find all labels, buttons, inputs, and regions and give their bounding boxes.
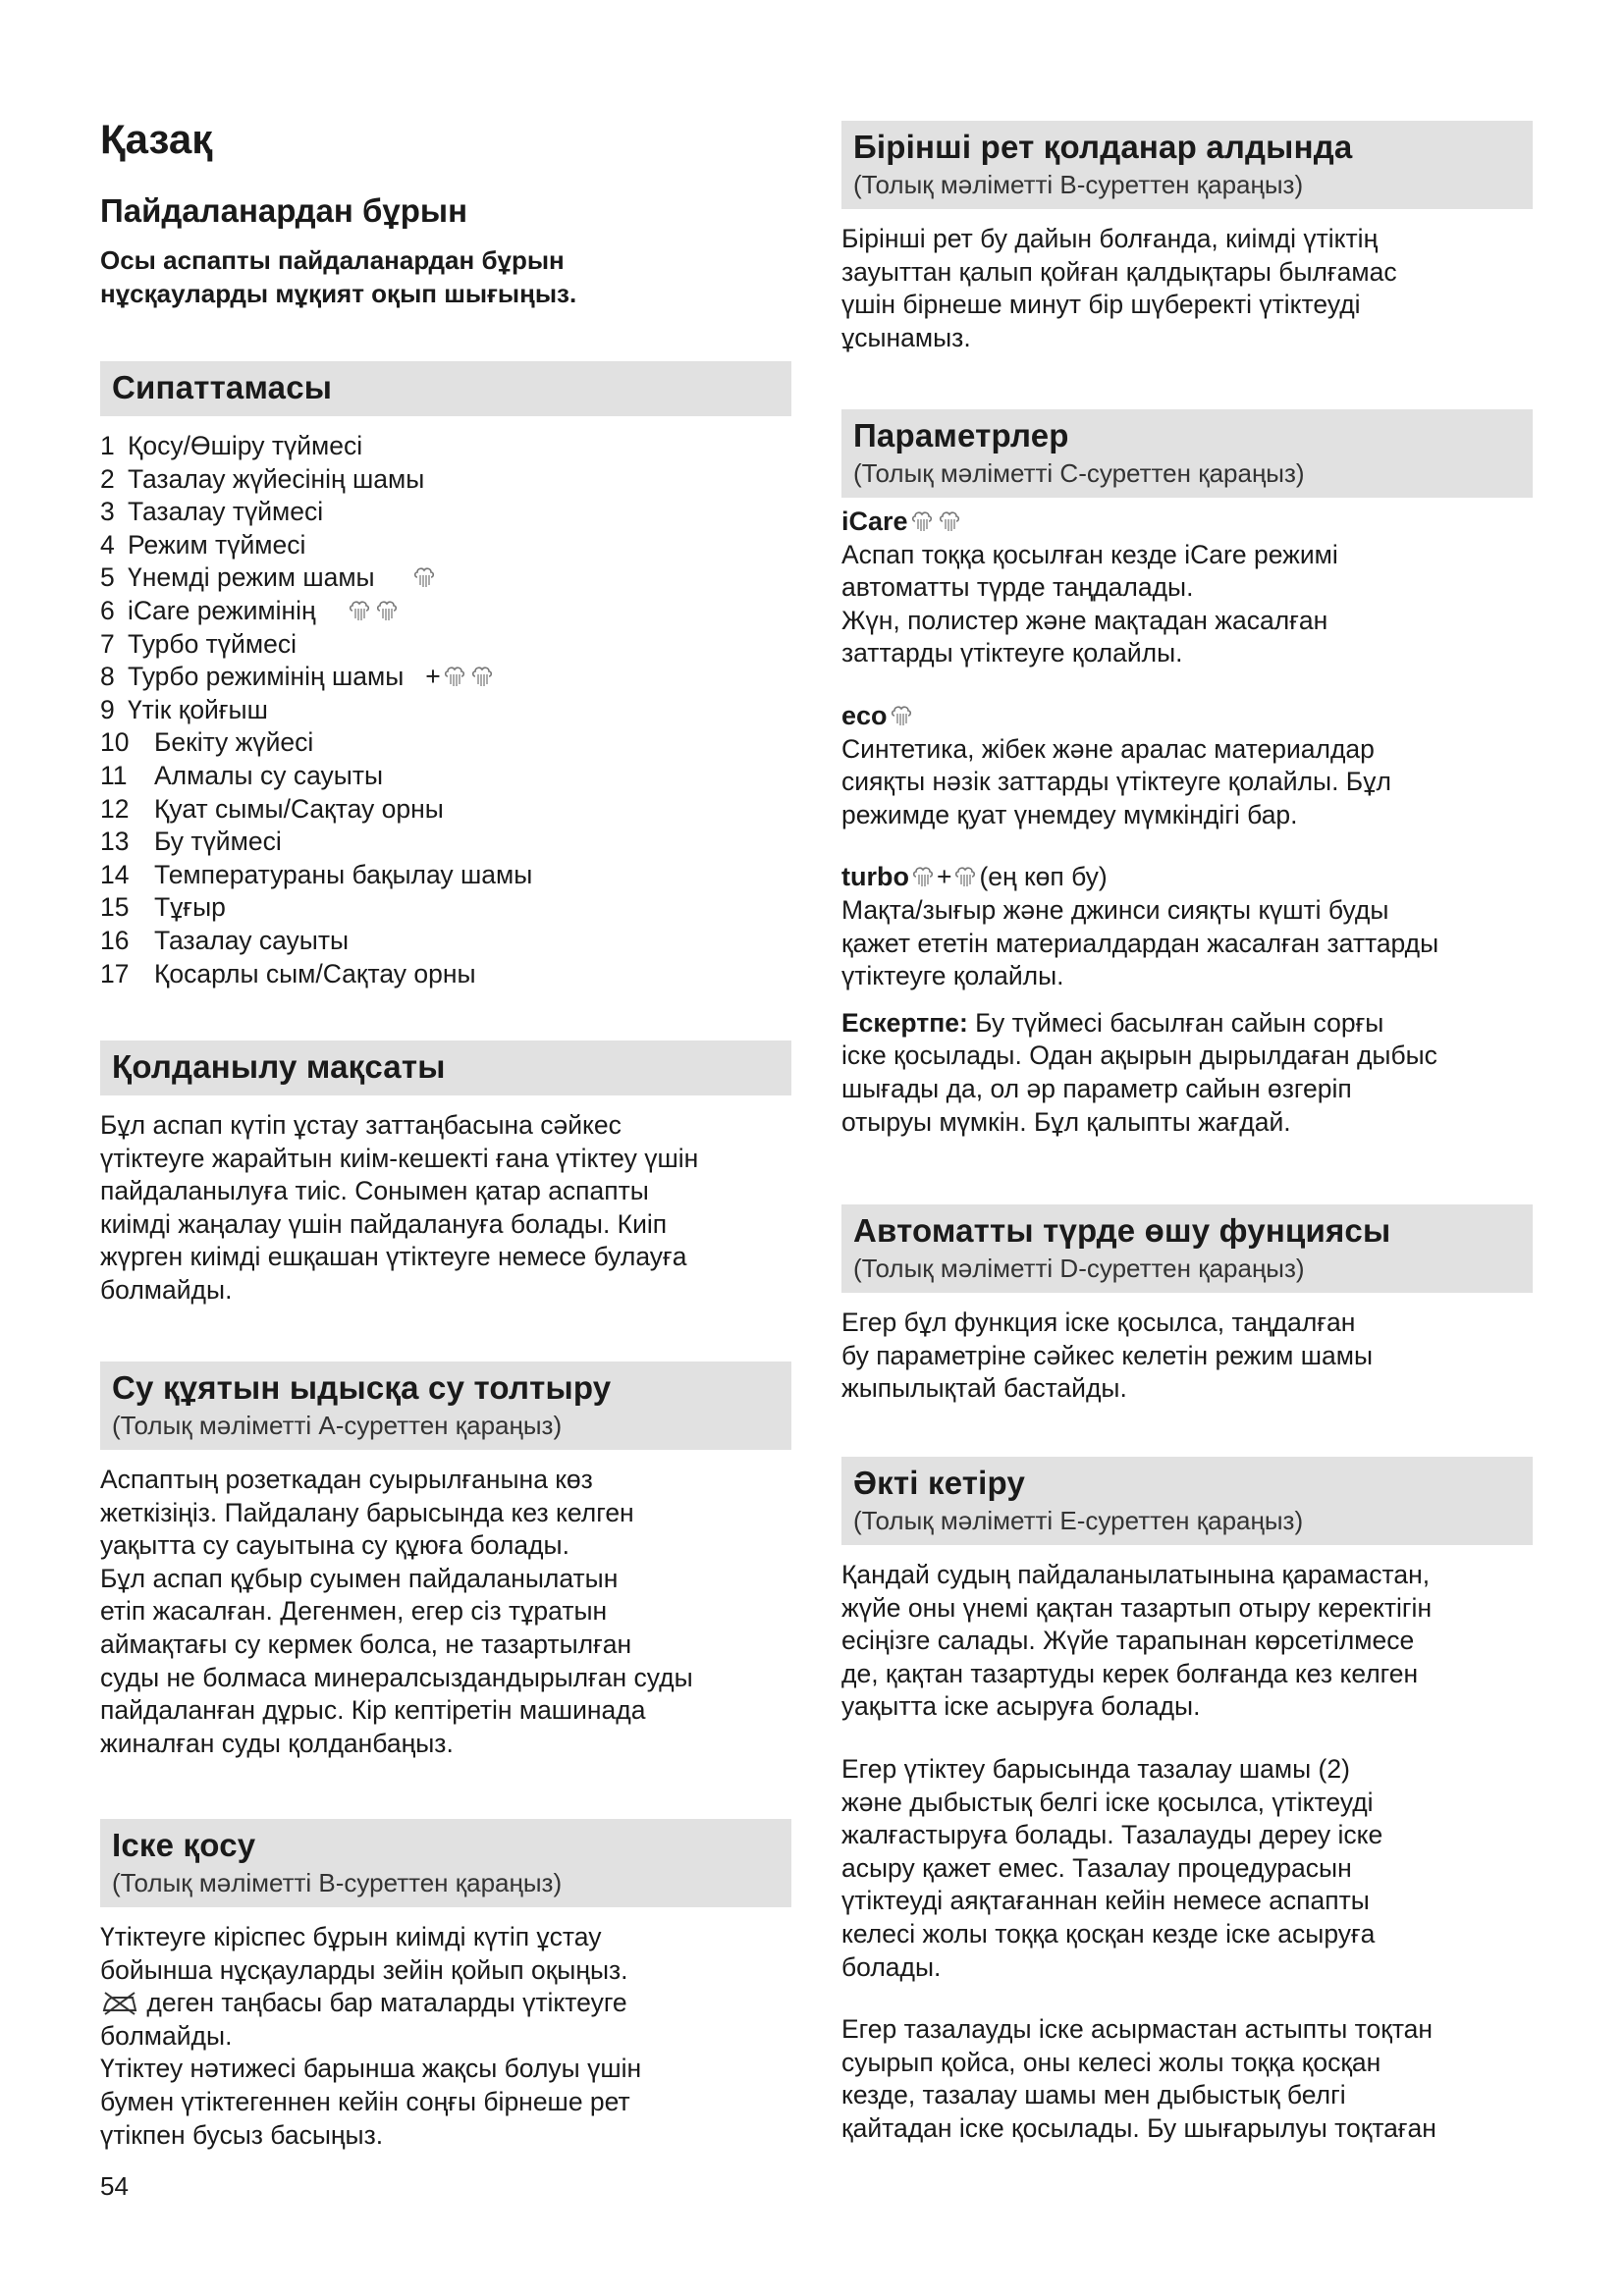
text-line: жүйе оны үнемі қақтан тазартып отыру керектігін [841, 1592, 1433, 1623]
text-line: Осы аспапты пайдаланардан бұрын [100, 245, 565, 275]
section-header [100, 361, 791, 416]
paragraph [100, 1109, 791, 1308]
text-line: Егер бұл функция іске қосылса, таңдалған [841, 1308, 1356, 1337]
section-header [100, 1362, 791, 1450]
section-header [841, 121, 1533, 209]
text-line: Синтетика, жібек және аралас материалдар [841, 733, 1375, 764]
item-number: 4 [100, 529, 115, 560]
item-number: 12 [100, 793, 130, 824]
item-number: 8 [100, 662, 115, 692]
text-line: нұсқауларды мұқият оқып шығыңыз. [100, 278, 577, 308]
list-item [100, 463, 791, 497]
text-line: отыруы мүмкін. Бұл қалыпты жағдай. [841, 1106, 1291, 1137]
section-title: Параметрлер [853, 417, 1069, 454]
warning-note [841, 1007, 1533, 1139]
section-reference: (Толық мәліметті E-суреттен қараңыз) [853, 1506, 1304, 1535]
text-line: бумен үтіктегеннен кейін соңғы бірнеше рет [100, 2086, 630, 2116]
list-item [100, 661, 791, 694]
list-item [100, 595, 791, 628]
list-item [100, 529, 791, 562]
list-item [100, 793, 791, 827]
text-line: киімді жаңалау үшін пайдалануға болады. Киіп [100, 1208, 668, 1239]
section-descale [841, 1457, 1533, 2146]
text-line: үтікпен бусыз басыңыз. [100, 2119, 384, 2150]
item-number: 6 [100, 595, 115, 625]
item-label: Тазалау жүйесінің шамы [128, 463, 425, 494]
text-line: Жүн, полистер және мақтадан жасалған [841, 605, 1328, 635]
list-item [100, 726, 791, 760]
item-label: Үтік қойғыш [128, 694, 268, 724]
steam-icon [444, 663, 465, 688]
plus-icon: + [936, 862, 952, 892]
section-header [100, 1041, 791, 1095]
steam-icon [376, 597, 398, 622]
steam-icon [349, 597, 370, 622]
language-title: Қазақ [100, 116, 213, 162]
icare-heading [841, 506, 1533, 539]
text-line: үтіктеуге жарайтын киім-кешекті ғана үтіктеу үшін [100, 1143, 699, 1173]
item-number: 17 [100, 958, 130, 988]
section-usage [100, 1041, 791, 1308]
item-number: 11 [100, 760, 128, 790]
item-label: Үнемді режим шамы [128, 562, 375, 593]
item-number: 13 [100, 827, 130, 857]
section-title: Іске қосу [112, 1827, 256, 1863]
text-line: автоматты түрде таңдалады. [841, 572, 1194, 603]
text-line: Бұл аспап құбыр суымен пайдаланылатын [100, 1563, 619, 1593]
item-label: Режим түймесі [128, 529, 306, 560]
section-reference: (Толық мәліметті С-суреттен қараңыз) [853, 458, 1305, 488]
text-line: сияқты нәзік заттарды үтіктеуге қолайлы. Бұл [841, 767, 1391, 797]
list-item [100, 925, 791, 958]
text-line: және дыбыстық белгі іске қосылса, үтіктеуді [841, 1787, 1374, 1817]
text-line: үтіктеуге қолайлы. [841, 961, 1064, 991]
subtitle: Пайдаланардан бұрын [100, 192, 468, 229]
turbo-label: turbo [841, 862, 909, 892]
list-item [100, 859, 791, 892]
turbo-note: (ең көп бу) [979, 862, 1108, 892]
list-item [100, 760, 791, 793]
item-label: Қосарлы сым/Сақтау орны [154, 958, 476, 988]
text-line: пайдаланылуға тиіс. Сонымен қатар аспапты [100, 1176, 649, 1206]
item-number: 3 [100, 497, 115, 527]
text-line: келесі жолы тоққа қосқан кезде іске асыруға [841, 1918, 1376, 1949]
do-not-iron-icon [100, 1987, 139, 2016]
text-line: шығады да, ол әр параметр сайын өзгеріп [841, 1073, 1352, 1103]
item-number: 15 [100, 892, 130, 923]
text-line: жеткізіңіз. Пайдалану барысында кез келген [100, 1497, 634, 1527]
steam-icon [939, 507, 960, 533]
text-line: жиналған суды қолданбаңыз. [100, 1728, 454, 1758]
section-title: Автоматты түрде өшу фунциясы [853, 1212, 1391, 1249]
item-label: Температураны бақылау шамы [154, 859, 533, 889]
item-label: Тұғыр [154, 892, 226, 923]
item-label: Бу түймесі [154, 827, 282, 857]
text-line: есіңізге салады. Жүйе тарапынан көрсетілмесе [841, 1626, 1415, 1656]
plus-icon: + [425, 662, 441, 692]
text-line: уақытта іске асыруға болады. [841, 1691, 1201, 1722]
text-line: аймақтағы су кермек болса, не тазартылған [100, 1629, 632, 1659]
text-line: де, қақтан тазартуды керек болғанда кез келген [841, 1658, 1419, 1688]
text-line: режимде қуат үнемдеу мүмкіндігі бар. [841, 799, 1298, 829]
turbo-description [841, 894, 1533, 993]
page-number: 54 [100, 2171, 129, 2201]
item-number: 5 [100, 562, 115, 593]
text-line: бу параметріне сәйкес келетін режим шамы [841, 1340, 1374, 1370]
text-line: асыру қажет емес. Тазалау процедурасын [841, 1852, 1352, 1883]
paragraph [841, 1307, 1533, 1406]
section-description [100, 361, 791, 990]
text-line: етіп жасалған. Дегенмен, егер сіз тұратын [100, 1596, 608, 1627]
text-line: қажет ететін материалдардан жасалған заттарды [841, 928, 1439, 958]
steam-icon [413, 563, 435, 589]
item-label: Тазалау түймесі [128, 497, 324, 527]
item-label: Турбо түймесі [128, 628, 297, 659]
list-item [100, 958, 791, 991]
text-line: суырып қойса, оны келесі жолы тоққа қосқан [841, 2047, 1381, 2077]
text-line: уақытта су сауытына су құюға болады. [100, 1530, 569, 1561]
text-line: пайдаланған дұрыс. Кір кептіретін машинада [100, 1695, 646, 1726]
text-line: қайтадан іске қосылады. Бу шығарылуы тоқтаған [841, 2112, 1436, 2143]
section-title: Қолданылу мақсаты [112, 1048, 446, 1085]
section-reference: (Толық мәліметті А-суреттен қараңыз) [112, 1411, 563, 1440]
list-item [100, 826, 791, 859]
text-line: Бірінші рет бу дайын болғанда, киімді үтіктің [841, 224, 1379, 253]
list-item [100, 628, 791, 662]
item-number: 16 [100, 925, 130, 955]
section-title: Сипаттамасы [112, 369, 333, 405]
section-title: Су құятын ыдысқа су толтыру [112, 1369, 612, 1406]
text-line: жалғастыруға болады. Тазалауды дереу іске [841, 1820, 1383, 1850]
turbo-heading [841, 861, 1533, 894]
paragraph [100, 1464, 791, 1760]
steam-icon [912, 863, 934, 888]
text-line: суды не болмаса минералсыздандырылған суды [100, 1662, 693, 1692]
section-reference: (Толық мәліметті В-суреттен қараңыз) [112, 1868, 563, 1897]
item-label: Қосу/Өшіру түймесі [128, 431, 363, 460]
text-line: Аспаптың розеткадан суырылғанына көз [100, 1465, 593, 1494]
item-number: 1 [100, 431, 115, 460]
paragraph [841, 2013, 1533, 2145]
text-line: Ескертпе: Бу түймесі басылған сайын сорғы [841, 1007, 1384, 1038]
text-line: жүрген киімді ешқашан үтіктеуге немесе булауға [100, 1242, 687, 1272]
list-item [100, 694, 791, 727]
item-number: 10 [100, 727, 130, 758]
text-line: үтіктеуді аяқтағаннан кейін немесе аспапты [841, 1886, 1370, 1916]
eco-heading [841, 700, 1533, 733]
section-reference: (Толық мәліметті В-суреттен қараңыз) [853, 170, 1304, 199]
item-number: 14 [100, 859, 130, 889]
item-number: 9 [100, 694, 115, 724]
list-item [100, 496, 791, 529]
text-line: Бұл аспап күтіп ұстау заттаңбасына сәйкес [100, 1110, 622, 1140]
component-list [100, 430, 791, 990]
item-label: Қуат сымы/Сақтау орны [154, 793, 444, 824]
intro [100, 243, 791, 309]
item-label: iCare режимінің [128, 595, 316, 625]
list-item [100, 891, 791, 925]
text-line: заттарды үтіктеуге қолайлы. [841, 638, 1183, 668]
item-label: Тазалау сауыты [154, 925, 350, 955]
text-line: бойынша нұсқауларды зейін қойып оқыңыз. [100, 1954, 628, 1985]
icare-description [841, 539, 1533, 670]
item-number: 7 [100, 628, 115, 659]
section-header [841, 409, 1533, 498]
paragraph [841, 223, 1533, 354]
eco-label: eco [841, 700, 888, 730]
section-title: Бірінші рет қолданар алдында [853, 129, 1353, 165]
item-label: Бекіту жүйесі [154, 727, 314, 758]
steam-icon [954, 863, 976, 888]
text-line: жыпылықтай бастайды. [841, 1373, 1127, 1404]
section-header [841, 1457, 1533, 1545]
text-line: ұсынамыз. [841, 322, 971, 352]
paragraph [841, 1559, 1533, 1724]
text-line: іске қосылады. Одан ақырын дырылдаған дыбыс [841, 1041, 1437, 1071]
section-auto-off [841, 1204, 1533, 1406]
section-start [100, 1819, 791, 2152]
warning-label: Ескертпе: [841, 1007, 968, 1038]
text-line: деген таңбасы бар маталарды үтіктеуге [100, 1987, 791, 2020]
steam-icon [471, 663, 493, 688]
section-header [100, 1819, 791, 1907]
text-line: болмайды. [100, 1274, 233, 1305]
eco-description [841, 733, 1533, 832]
text-line: кезде, тазалау шамы мен дыбыстық белгі [841, 2080, 1346, 2110]
text-line: Аспап тоққа қосылған кезде iCare режимі [841, 539, 1338, 569]
text-line: Егер үтіктеу барысында тазалау шамы (2) [841, 1753, 1350, 1784]
text-line: Үтіктеуге кіріспес бұрын киімді күтіп ұстау [100, 1922, 602, 1951]
paragraph [841, 1753, 1533, 1984]
item-label: Турбо режимінің шамы [128, 662, 405, 692]
steam-icon [911, 507, 933, 533]
text-line: Қандай судың пайдаланылатынына қарамастан, [841, 1560, 1431, 1589]
section-filling [100, 1362, 791, 1760]
section-reference: (Толық мәліметті D-суреттен қараңыз) [853, 1254, 1305, 1283]
text-line: зауыттан қалып қойған қалдықтары былғамас [841, 256, 1397, 287]
list-item [100, 561, 791, 595]
section-header [841, 1204, 1533, 1293]
text-line: Үтіктеу нәтижесі барынша жақсы болуы үшін [100, 2054, 642, 2084]
steam-icon [891, 702, 912, 727]
text-line: үшін бірнеше минут бір шүберекті үтіктеуді [841, 290, 1361, 320]
text-line: Егер тазалауды іске асырмастан астыпты тоқтан [841, 2014, 1434, 2045]
paragraph [100, 1921, 791, 2152]
section-title: Әкті кетіру [853, 1465, 1026, 1501]
section-first-use [841, 121, 1533, 354]
item-number: 2 [100, 463, 115, 494]
text-line: болады. [841, 1951, 942, 1982]
icare-label: iCare [841, 507, 908, 536]
list-item [100, 430, 791, 463]
section-settings [841, 409, 1533, 1139]
item-label: Алмалы су сауыты [154, 760, 384, 790]
text-line: Мақта/зығыр және джинси сияқты күшті буды [841, 894, 1389, 925]
text-line: болмайды. [100, 2020, 233, 2051]
